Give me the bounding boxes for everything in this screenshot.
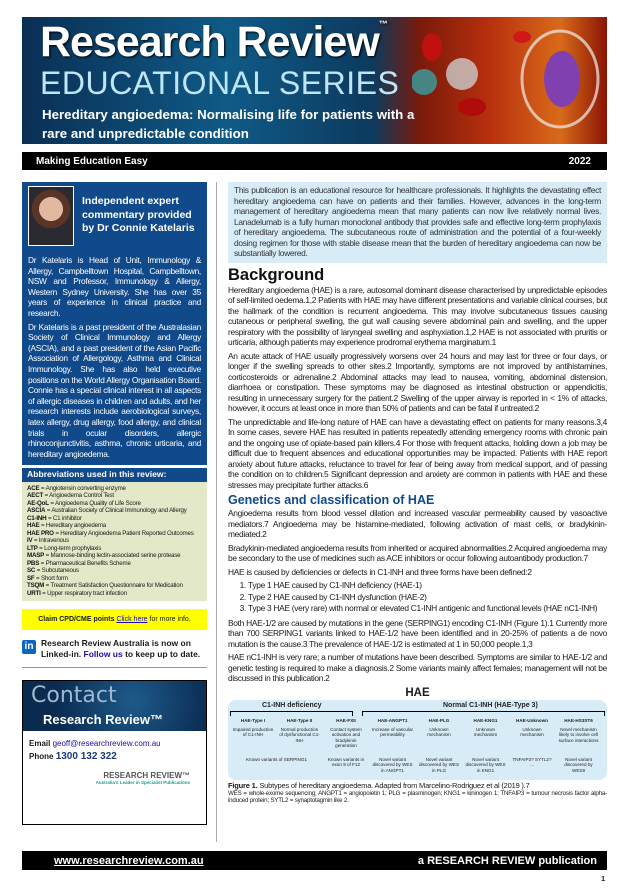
year: 2022 <box>568 155 591 167</box>
cpd-link[interactable]: Click here <box>116 616 148 624</box>
hae-subtypes-figure <box>228 700 607 780</box>
contact-brand: Research Review™ <box>43 712 163 728</box>
page-number: 1 <box>601 874 606 883</box>
abbreviation-item: ASCIA = Australian Society of Clinical Immunology and Allergy <box>27 507 187 515</box>
abbreviation-item: SF = Short form <box>27 574 68 582</box>
abbreviation-item: C1-INH = C1 inhibitor <box>27 514 82 522</box>
figure-column: HAE-Type I Impaired production of C1-INH <box>232 717 274 738</box>
figure-title: HAE <box>405 686 430 699</box>
list-item: 1. Type 1 HAE caused by C1-INH deficiency (HAE-1) <box>248 580 607 592</box>
figure-column: HAE-HS3ST6 Novel mechanism likely to involve cell surface interactions Novel variant discovered by WES8 <box>558 717 599 773</box>
abbreviation-item: AE-QoL = Angioedema Quality of Life Score <box>27 499 141 507</box>
paragraph: Bradykinin-mediated angioedema results from inherited or acquired abnormalities.2 Acquired angioedema may be secondary to the use of medicines such as ACE inhibitors or occur following autoantibody production.7 <box>228 542 607 563</box>
abbreviation-item: MASP = Mannose-binding lectin-associated serine protease <box>27 552 181 560</box>
paragraph: HAE is caused by deficiencies or defects in C1-INH and three forms have been defined:2 <box>228 566 532 577</box>
abbreviation-item: AECT = Angioedema Control Test <box>27 492 114 500</box>
abbreviations-heading: Abbreviations used in this review: <box>22 468 207 482</box>
contact-image <box>23 681 206 731</box>
paragraph: Both HAE-1/2 are caused by mutations in the gene (SERPING1) encoding C1-INH (Figure 1).1 Currently more than 700 SERPING1 variants linked to HAE-1/2 have been identified and in 20-25% of patients a de novo mutation is the cause.3 The prevalence of HAE-1/2 is estimated at 1 in 50,000 people.1,3 <box>228 617 607 649</box>
email-link[interactable]: geoff@researchreview.com.au <box>52 739 161 749</box>
figure-column: HAE-PLG Unknown mechanism Novel variant discovered by WES in PLG <box>418 717 460 773</box>
linkedin-follow-link[interactable]: Follow us <box>83 648 123 659</box>
expert-bio: Dr Katelaris is a past president of the Australasian Society of Clinical Immunology and Allergy (ASCIA), and a past president of the Asian Pacific Association of Allergology, Asthma and Clinical Immunology. She has also held executive positions on the World Allergy Organisation Board. Connie has a special clinical interest in all aspects of allergic diseases in children and adults, and her research interests include aerobiological surveys, latex allergy, drug allergy, food allergy, and clinical trials in ocular disorders, allergic rhinoconjunctivitis, asthma, chronic urticaria, and hereditary angioedema. <box>28 321 201 459</box>
research-review-logo: RESEARCH REVIEW™ Australia's Leader in Specialist Publications <box>95 771 190 786</box>
abbreviation-item: PBS = Pharmaceutical Benefits Scheme <box>27 559 131 567</box>
phone-number: 1300 132 322 <box>55 751 117 763</box>
figure-column: HAE-KNG1 Unknown mechanism Novel variant discovered by WES in KNG1 <box>465 717 506 773</box>
brand-title: Research Review™ <box>40 18 387 66</box>
expert-photo <box>28 186 74 246</box>
abbreviation-item: IV = Intravenous <box>27 537 70 545</box>
main-content <box>228 182 607 805</box>
shared-variant: Known variants of SERPING1 <box>245 756 308 762</box>
paragraph: Angioedema results from blood vessel dilation and increased vascular permeability caused by vasoactive mediators.7 Angioedema may be histamine-mediated, following activation of mast cells, or bradykinin-mediated.2 <box>228 508 607 539</box>
abbreviation-item: HAE = Hereditary angioedema <box>27 522 107 530</box>
figure-column: HAE-Unknown Unknown mechanism TNFAIP3? SYTL2? ... <box>512 717 552 768</box>
figure-abbreviations: WES = whole-exome sequencing; ANGPT1 = angiopoietin 1; PLG = plasminogen; KNG1 = kininogen 1; TNFAIP3 = tumour necrosis factor alpha-induced protein; SYTL2 = synaptotagmin like 2. <box>228 790 607 805</box>
linkedin-notice: in Research Review Australia is now on Linked-in. Follow us to keep up to date. <box>22 638 207 659</box>
paragraph: An acute attack of HAE usually progressively worsens over 24 hours and may last for three or four days, or longer if the swelling spreads to other sites.2 Importantly, symptoms are not improved by antihistamines, corticosteroids or adrenaline.2 Abdominal attacks may lead to nausea, vomiting, abdominal distension, diarrhoea or constipation. These symptoms may be diagnosed as intestinal obstruction or appendicitis, resulting in unnecessary surgery for the patient.2 Swelling of the upper airway is reported in < 1% of attacks, however, it occurs at least once in more than 50% of patients and can be fatal if untreated.2 <box>228 350 607 413</box>
divider <box>22 667 207 668</box>
header-banner <box>22 17 607 144</box>
footer-bar <box>22 851 607 870</box>
contact-heading: Contact <box>31 683 117 709</box>
section-heading-background: Background <box>228 265 325 284</box>
linkedin-icon[interactable]: in <box>22 640 36 654</box>
intro-box: This publication is an educational resource for healthcare professionals. It highlights the devastating effect hereditary angioedema can have on patients and their families. However, advances in the long-term management of hereditary angioedema mean that many patients can now live relatively normal lives. Lanadelumab is a fully human monoclonal antibody that provides safe and effective long-term prophylaxis of hereditary angioedema. The subcutaneous route of administration and the potential of a four-weekly dosing regimen for those with stable disease mean that the burden of hereditary angioedema can now be substantially lowered. <box>228 182 607 263</box>
abbreviation-item: ACE = Angiotensin converting enzyme <box>27 484 126 492</box>
tagline-bar <box>22 152 607 170</box>
abbreviation-item: LTP = Long-term prophylaxis <box>27 544 102 552</box>
abbreviations-box <box>22 468 207 601</box>
paragraph: HAE nC1-INH is very rare; a number of mutations have been described. Symptoms are similar to HAE-1/2 and genetic testing is required to make a diagnosis.2 Some variants mainly affect females; management will not be discussed in this publication.2 <box>228 652 607 683</box>
sidebar <box>22 182 207 825</box>
cpd-banner: Claim CPD/CME points Click here for more info. <box>22 609 207 630</box>
figure-column: HAE-ANGPT1 Increase of vascular permeability Novel variant discovered by WES in ANGPT1 <box>371 717 414 773</box>
column-divider <box>216 182 217 842</box>
website-link[interactable]: www.researchreview.com.au <box>54 854 204 867</box>
paragraph: The unpredictable and life-long nature of HAE can have a devastating effect on patients for many reasons.3,4 In some cases, severe HAE has resulted in patients repeatedly attending emergency rooms with chronic pain and the ongoing use of opiate-based pain killers.4 For those with frequent attacks, holding down a job may be difficult due to frequent absences and educational opportunities may be impacted. Patients with HAE report anxiety about future attacks, reluctance to travel for fear of being away from medical support, and of passing the condition on to children.5 Significant depression and anxiety are common in patients with HAE and these stresses may precipitate further attacks.6 <box>228 416 607 490</box>
group-label: Normal C1-INH (HAE-Type 3) <box>443 701 538 709</box>
bracket <box>230 711 353 716</box>
publisher-label: a RESEARCH REVIEW publication <box>417 854 597 867</box>
abbreviation-item: TSQM = Treatment Satisfaction Questionnaire for Medication <box>27 582 183 590</box>
issue-title: Hereditary angioedema: Normalising life for patients with a rare and unpredictable condition <box>42 107 415 141</box>
section-heading-genetics: Genetics and classification of HAE <box>228 493 435 507</box>
contact-box: Contact Research Review™ Email geoff@researchreview.com.au Phone 1300 132 322 RESEARCH REVIEW™ Australia's Leader in Specialist Publications <box>22 680 207 825</box>
expert-bio: Dr Katelaris is Head of Unit, Immunology & Allergy, Campbelltown Hospital, Campbelltown, NSW and Professor, Immunology & Allergy, Western Sydney University. She has over 35 years of experience in clinical practice and research. <box>28 255 201 318</box>
figure-column: HAE-FXII Contact system activation and bradykinin generation Known variants in exon 9 of F12 <box>327 717 365 768</box>
series-title: EDUCATIONAL SERIES <box>40 65 400 101</box>
expert-heading: Independent expert commentary provided by Dr Connie Katelaris <box>82 195 195 234</box>
figure-column: HAE-Type II Normal production of dysfunctional C1-INH <box>279 717 320 743</box>
abbreviation-item: SC = Subcutaneous <box>27 567 79 575</box>
bracket <box>362 711 605 716</box>
hae-types-list <box>248 580 607 615</box>
paragraph: Hereditary angioedema (HAE) is a rare, autosomal dominant disease characterised by unpredictable episodes of self-limited oedema.1,2 Patients with HAE may have different presentations and variable clinical courses, but the hallmark of the condition is recurrent angioedema. This may involve subcutaneous tissues causing cutaneous or peripheral swelling, the gut wall causing severe abdominal pain and swelling, and the upper respiratory with the possibility of laryngeal swelling and asphyxiation.1,2 HAE is not associated with pruritis or urticaria, although patients may experience prodromal erythema marginatum.1 <box>228 284 607 347</box>
expert-box <box>22 182 207 465</box>
list-item: 3. Type 3 HAE (very rare) with normal or elevated C1-INH antigenic and functional levels (HAE nC1-INH) <box>248 603 607 615</box>
tagline: Making Education Easy <box>36 155 148 167</box>
group-label: C1-INH deficiency <box>262 701 322 709</box>
abbreviation-item: HAE PRO = Hereditary Angioedema Patient Reported Outcomes <box>27 529 194 537</box>
abbreviation-item: URTI = Upper respiratory tract infection <box>27 589 127 597</box>
blood-cells-illustration <box>412 17 607 144</box>
figure-caption: Figure 1. Subtypes of hereditary angioedema. Adapted from Marcelino-Rodriguez et al (2019 ).7 WES = whole-exome sequencing; ANGPT1 = angiopoietin 1; PLG = plasminogen; KNG1 = kininogen 1; TNFAIP3 = tumour necrosis factor alpha-induced protein; SYTL2 = synaptotagmin like 2. <box>228 780 607 805</box>
list-item: 2. Type 2 HAE caused by C1-INH dysfunction (HAE-2) <box>248 592 607 604</box>
